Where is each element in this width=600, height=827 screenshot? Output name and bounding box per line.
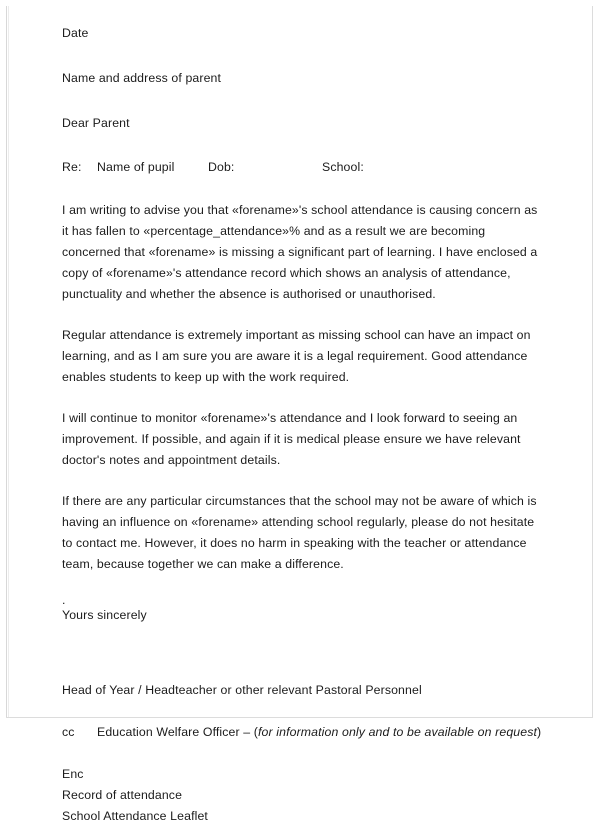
enclosure-item: Record of attendance: [62, 788, 183, 802]
reference-line: [62, 157, 546, 178]
page-edge-left-inner: [8, 6, 9, 718]
sign-off: Yours sincerely: [62, 608, 147, 622]
stray-punctuation-mark: .: [62, 593, 66, 607]
paragraph-monitoring: I will continue to monitor «forename»'s attendance and I look forward to seeing an improvement. If possible, and again if it is medical please ensure we have relevant doctor's notes and appointment details.: [62, 411, 521, 467]
school-label: School:: [322, 160, 364, 174]
enclosures-label: Enc: [62, 767, 84, 781]
pupil-name-label: Name of pupil: [97, 160, 175, 174]
dob-label: Dob:: [208, 160, 235, 174]
cc-content: [97, 725, 541, 739]
enclosure-item: School Attendance Leaflet: [62, 809, 208, 823]
signature-role-block: Head of Year / Headteacher or other relevant Pastoral Personnel: [62, 683, 422, 697]
cc-label: cc: [62, 725, 75, 739]
page-edge-right: [592, 6, 593, 718]
recipient-address-placeholder: Name and address of parent: [62, 71, 222, 85]
salutation: Dear Parent: [62, 116, 130, 130]
paragraph-importance-of-attendance: Regular attendance is extremely important as missing school can have an impact on learning, and as I am sure you are aware it is a legal requirement. Good attendance enables students to keep up with the work required.: [62, 328, 531, 384]
date-placeholder: Date: [62, 26, 89, 40]
paragraph-contact-invitation: If there are any particular circumstances that the school may not be aware of which is having an influence on «forename» attending school regularly, please do not hesitate to contact me. However, it does no harm in speaking with the teacher or attendance team, because together we can make a difference.: [62, 494, 537, 571]
cc-line: [62, 722, 546, 743]
reference-label: Re:: [62, 160, 82, 174]
cc-italic-note: for information only and to be available on request: [258, 725, 538, 739]
enclosures-content: [62, 785, 546, 827]
cc-close-paren: ): [537, 725, 542, 739]
cc-text: Education Welfare Officer – (: [97, 725, 258, 739]
paragraph-attendance-concern: I am writing to advise you that «forename»'s school attendance is causing concern as it has fallen to «percentage_attendance»% and as a result we are becoming concerned that «forename» is missing a significant part of learning. I have enclosed a copy of «forename»'s attendance record which shows an analysis of attendance, punctuality and whether the absence is authorised or unauthorised.: [62, 203, 538, 301]
letter-body: [62, 0, 546, 827]
page-edge-left: [6, 6, 7, 718]
enclosures-line: [62, 764, 546, 827]
